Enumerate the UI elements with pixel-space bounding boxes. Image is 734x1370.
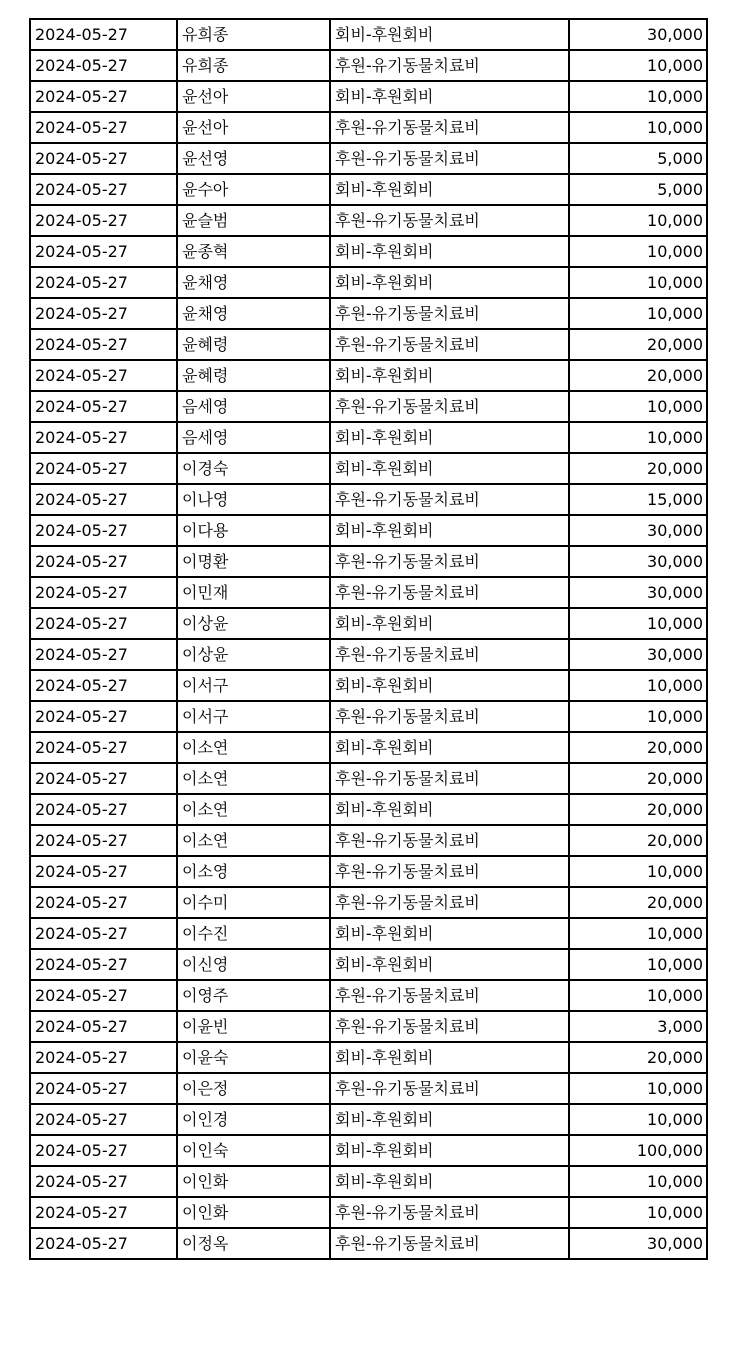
date-cell: 2024-05-27 <box>30 112 177 143</box>
donor-name-cell: 유희종 <box>177 50 330 81</box>
amount-cell: 20,000 <box>569 763 707 794</box>
date-cell: 2024-05-27 <box>30 670 177 701</box>
table-row <box>30 515 707 546</box>
donor-name-cell: 이영주 <box>177 980 330 1011</box>
amount-cell: 20,000 <box>569 329 707 360</box>
category-cell: 회비-후원회비 <box>330 236 569 267</box>
category-cell: 후원-유기동물치료비 <box>330 639 569 670</box>
table-row <box>30 422 707 453</box>
category-cell: 후원-유기동물치료비 <box>330 112 569 143</box>
donor-name-cell: 이윤숙 <box>177 1042 330 1073</box>
donor-name-cell: 윤채영 <box>177 267 330 298</box>
amount-cell: 10,000 <box>569 267 707 298</box>
amount-cell: 20,000 <box>569 453 707 484</box>
category-cell: 후원-유기동물치료비 <box>330 205 569 236</box>
date-cell: 2024-05-27 <box>30 360 177 391</box>
donor-name-cell: 이수미 <box>177 887 330 918</box>
date-cell: 2024-05-27 <box>30 422 177 453</box>
date-cell: 2024-05-27 <box>30 949 177 980</box>
amount-cell: 5,000 <box>569 143 707 174</box>
donor-name-cell: 이상윤 <box>177 608 330 639</box>
category-cell: 후원-유기동물치료비 <box>330 856 569 887</box>
table-row <box>30 918 707 949</box>
category-cell: 회비-후원회비 <box>330 732 569 763</box>
amount-cell: 20,000 <box>569 360 707 391</box>
table-row <box>30 360 707 391</box>
amount-cell: 30,000 <box>569 19 707 50</box>
date-cell: 2024-05-27 <box>30 1042 177 1073</box>
donor-name-cell: 윤혜령 <box>177 329 330 360</box>
category-cell: 후원-유기동물치료비 <box>330 298 569 329</box>
date-cell: 2024-05-27 <box>30 205 177 236</box>
amount-cell: 10,000 <box>569 608 707 639</box>
donor-name-cell: 이경숙 <box>177 453 330 484</box>
amount-cell: 10,000 <box>569 980 707 1011</box>
category-cell: 후원-유기동물치료비 <box>330 1073 569 1104</box>
category-cell: 후원-유기동물치료비 <box>330 1011 569 1042</box>
amount-cell: 20,000 <box>569 887 707 918</box>
donor-name-cell: 윤슬범 <box>177 205 330 236</box>
donor-name-cell: 이민재 <box>177 577 330 608</box>
category-cell: 회비-후원회비 <box>330 360 569 391</box>
amount-cell: 15,000 <box>569 484 707 515</box>
donor-name-cell: 이소연 <box>177 825 330 856</box>
amount-cell: 10,000 <box>569 236 707 267</box>
date-cell: 2024-05-27 <box>30 887 177 918</box>
date-cell: 2024-05-27 <box>30 763 177 794</box>
table-row <box>30 391 707 422</box>
table-row <box>30 732 707 763</box>
amount-cell: 10,000 <box>569 701 707 732</box>
table-row <box>30 174 707 205</box>
category-cell: 회비-후원회비 <box>330 1135 569 1166</box>
table-row <box>30 1135 707 1166</box>
table-row <box>30 670 707 701</box>
amount-cell: 10,000 <box>569 81 707 112</box>
table-row <box>30 267 707 298</box>
category-cell: 후원-유기동물치료비 <box>330 143 569 174</box>
category-cell: 회비-후원회비 <box>330 81 569 112</box>
amount-cell: 10,000 <box>569 918 707 949</box>
category-cell: 회비-후원회비 <box>330 19 569 50</box>
amount-cell: 10,000 <box>569 205 707 236</box>
category-cell: 회비-후원회비 <box>330 515 569 546</box>
donor-name-cell: 윤채영 <box>177 298 330 329</box>
amount-cell: 20,000 <box>569 794 707 825</box>
date-cell: 2024-05-27 <box>30 1228 177 1259</box>
amount-cell: 30,000 <box>569 639 707 670</box>
donor-name-cell: 음세영 <box>177 422 330 453</box>
donor-name-cell: 유희종 <box>177 19 330 50</box>
amount-cell: 20,000 <box>569 732 707 763</box>
category-cell: 후원-유기동물치료비 <box>330 1228 569 1259</box>
amount-cell: 30,000 <box>569 515 707 546</box>
date-cell: 2024-05-27 <box>30 19 177 50</box>
donor-name-cell: 윤종혁 <box>177 236 330 267</box>
table-row <box>30 856 707 887</box>
amount-cell: 10,000 <box>569 422 707 453</box>
date-cell: 2024-05-27 <box>30 1197 177 1228</box>
table-row <box>30 1166 707 1197</box>
table-row <box>30 81 707 112</box>
amount-cell: 100,000 <box>569 1135 707 1166</box>
table-row <box>30 236 707 267</box>
amount-cell: 30,000 <box>569 577 707 608</box>
amount-cell: 10,000 <box>569 50 707 81</box>
table-row <box>30 763 707 794</box>
table-row <box>30 825 707 856</box>
date-cell: 2024-05-27 <box>30 236 177 267</box>
table-row <box>30 794 707 825</box>
category-cell: 회비-후원회비 <box>330 918 569 949</box>
date-cell: 2024-05-27 <box>30 1073 177 1104</box>
amount-cell: 10,000 <box>569 1166 707 1197</box>
table-row <box>30 453 707 484</box>
donor-name-cell: 이윤빈 <box>177 1011 330 1042</box>
amount-cell: 10,000 <box>569 1073 707 1104</box>
amount-cell: 10,000 <box>569 1197 707 1228</box>
category-cell: 후원-유기동물치료비 <box>330 887 569 918</box>
category-cell: 회비-후원회비 <box>330 1166 569 1197</box>
date-cell: 2024-05-27 <box>30 794 177 825</box>
donor-name-cell: 윤선아 <box>177 81 330 112</box>
date-cell: 2024-05-27 <box>30 577 177 608</box>
date-cell: 2024-05-27 <box>30 918 177 949</box>
table-row <box>30 50 707 81</box>
donor-name-cell: 음세영 <box>177 391 330 422</box>
category-cell: 후원-유기동물치료비 <box>330 50 569 81</box>
date-cell: 2024-05-27 <box>30 732 177 763</box>
donor-name-cell: 이명환 <box>177 546 330 577</box>
amount-cell: 10,000 <box>569 670 707 701</box>
amount-cell: 20,000 <box>569 1042 707 1073</box>
table-row <box>30 205 707 236</box>
table-row <box>30 577 707 608</box>
date-cell: 2024-05-27 <box>30 546 177 577</box>
category-cell: 회비-후원회비 <box>330 794 569 825</box>
category-cell: 후원-유기동물치료비 <box>330 825 569 856</box>
category-cell: 후원-유기동물치료비 <box>330 329 569 360</box>
category-cell: 회비-후원회비 <box>330 267 569 298</box>
table-row <box>30 1011 707 1042</box>
date-cell: 2024-05-27 <box>30 701 177 732</box>
table-row <box>30 1042 707 1073</box>
table-row <box>30 546 707 577</box>
donor-name-cell: 이소연 <box>177 794 330 825</box>
donor-name-cell: 이인숙 <box>177 1135 330 1166</box>
amount-cell: 30,000 <box>569 546 707 577</box>
date-cell: 2024-05-27 <box>30 1011 177 1042</box>
date-cell: 2024-05-27 <box>30 980 177 1011</box>
date-cell: 2024-05-27 <box>30 515 177 546</box>
donor-name-cell: 윤수아 <box>177 174 330 205</box>
date-cell: 2024-05-27 <box>30 639 177 670</box>
date-cell: 2024-05-27 <box>30 174 177 205</box>
amount-cell: 10,000 <box>569 391 707 422</box>
date-cell: 2024-05-27 <box>30 856 177 887</box>
table-row <box>30 298 707 329</box>
table-row <box>30 112 707 143</box>
donor-name-cell: 이소영 <box>177 856 330 887</box>
amount-cell: 3,000 <box>569 1011 707 1042</box>
date-cell: 2024-05-27 <box>30 1135 177 1166</box>
category-cell: 회비-후원회비 <box>330 422 569 453</box>
amount-cell: 10,000 <box>569 949 707 980</box>
date-cell: 2024-05-27 <box>30 391 177 422</box>
table-row <box>30 1073 707 1104</box>
donation-ledger-table <box>29 18 708 1260</box>
date-cell: 2024-05-27 <box>30 267 177 298</box>
amount-cell: 10,000 <box>569 1104 707 1135</box>
date-cell: 2024-05-27 <box>30 825 177 856</box>
table-row <box>30 887 707 918</box>
table-row <box>30 701 707 732</box>
donor-name-cell: 윤선영 <box>177 143 330 174</box>
table-row <box>30 19 707 50</box>
donor-name-cell: 이인화 <box>177 1197 330 1228</box>
donor-name-cell: 이서구 <box>177 670 330 701</box>
table-row <box>30 1197 707 1228</box>
date-cell: 2024-05-27 <box>30 81 177 112</box>
donor-name-cell: 이소연 <box>177 763 330 794</box>
category-cell: 후원-유기동물치료비 <box>330 1197 569 1228</box>
donor-name-cell: 이나영 <box>177 484 330 515</box>
category-cell: 후원-유기동물치료비 <box>330 577 569 608</box>
table-row <box>30 329 707 360</box>
donor-name-cell: 이정옥 <box>177 1228 330 1259</box>
date-cell: 2024-05-27 <box>30 608 177 639</box>
category-cell: 후원-유기동물치료비 <box>330 980 569 1011</box>
category-cell: 후원-유기동물치료비 <box>330 484 569 515</box>
amount-cell: 20,000 <box>569 825 707 856</box>
donor-name-cell: 이인화 <box>177 1166 330 1197</box>
table-row <box>30 1228 707 1259</box>
table-row <box>30 484 707 515</box>
donor-name-cell: 이인경 <box>177 1104 330 1135</box>
table-row <box>30 980 707 1011</box>
category-cell: 회비-후원회비 <box>330 1042 569 1073</box>
category-cell: 회비-후원회비 <box>330 949 569 980</box>
table-row <box>30 608 707 639</box>
date-cell: 2024-05-27 <box>30 453 177 484</box>
category-cell: 회비-후원회비 <box>330 1104 569 1135</box>
amount-cell: 10,000 <box>569 856 707 887</box>
date-cell: 2024-05-27 <box>30 484 177 515</box>
donor-name-cell: 이다용 <box>177 515 330 546</box>
date-cell: 2024-05-27 <box>30 298 177 329</box>
category-cell: 후원-유기동물치료비 <box>330 391 569 422</box>
donor-name-cell: 이수진 <box>177 918 330 949</box>
date-cell: 2024-05-27 <box>30 1166 177 1197</box>
donor-name-cell: 이서구 <box>177 701 330 732</box>
donor-name-cell: 윤선아 <box>177 112 330 143</box>
category-cell: 회비-후원회비 <box>330 453 569 484</box>
donor-name-cell: 윤혜령 <box>177 360 330 391</box>
date-cell: 2024-05-27 <box>30 329 177 360</box>
amount-cell: 10,000 <box>569 112 707 143</box>
category-cell: 후원-유기동물치료비 <box>330 546 569 577</box>
table-row <box>30 143 707 174</box>
amount-cell: 10,000 <box>569 298 707 329</box>
date-cell: 2024-05-27 <box>30 143 177 174</box>
date-cell: 2024-05-27 <box>30 1104 177 1135</box>
date-cell: 2024-05-27 <box>30 50 177 81</box>
category-cell: 후원-유기동물치료비 <box>330 701 569 732</box>
table-row <box>30 949 707 980</box>
donor-name-cell: 이소연 <box>177 732 330 763</box>
category-cell: 회비-후원회비 <box>330 670 569 701</box>
amount-cell: 30,000 <box>569 1228 707 1259</box>
amount-cell: 5,000 <box>569 174 707 205</box>
table-row <box>30 1104 707 1135</box>
category-cell: 회비-후원회비 <box>330 608 569 639</box>
category-cell: 회비-후원회비 <box>330 174 569 205</box>
donor-name-cell: 이상윤 <box>177 639 330 670</box>
table-row <box>30 639 707 670</box>
category-cell: 후원-유기동물치료비 <box>330 763 569 794</box>
donor-name-cell: 이은정 <box>177 1073 330 1104</box>
donor-name-cell: 이신영 <box>177 949 330 980</box>
ledger-body <box>30 19 707 1259</box>
